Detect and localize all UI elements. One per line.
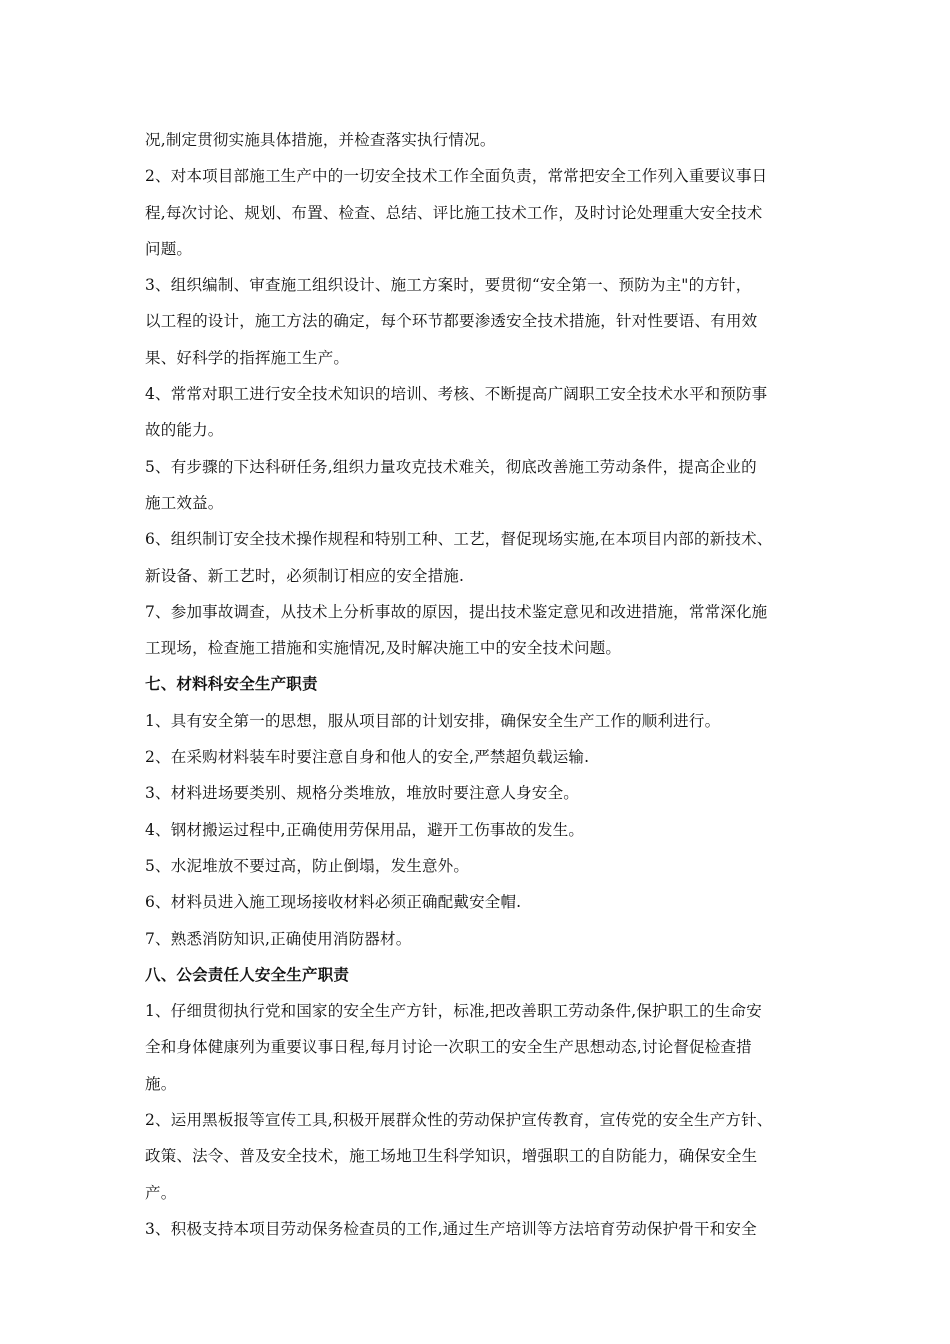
text-line: 况,制定贯彻实施具体措施，并检查落实执行情况。 bbox=[145, 131, 496, 149]
section-heading: 七、材料科安全生产职责 bbox=[145, 675, 318, 694]
text-line: 4、常常对职工进行安全技术知识的培训、考核、不断提高广阔职工安全技术水平和预防事 bbox=[145, 385, 768, 404]
section-heading: 八、公会责任人安全生产职责 bbox=[145, 965, 350, 984]
text-line: 2、对本项目部施工生产中的一切安全技术工作全面负责，常常把安全工作列入重要议事日 bbox=[145, 167, 768, 186]
text-line: 1、仔细贯彻执行党和国家的安全生产方针，标准,把改善职工劳动条件,保护职工的生命安 bbox=[145, 1002, 762, 1021]
text-line: 3、材料进场要类别、规格分类堆放，堆放时要注意人身安全。 bbox=[145, 784, 579, 803]
text-line: 以工程的设计，施工方法的确定，每个环节都要渗透安全技术措施，针对性要语、有用效 bbox=[145, 312, 758, 331]
text-line: 施。 bbox=[145, 1074, 177, 1093]
text-line: 1、具有安全第一的思想，服从项目部的计划安排，确保安全生产工作的顺利进行。 bbox=[145, 711, 721, 730]
text-line: 3、组织编制、审查施工组织设计、施工方案时，要贯彻“安全第一、预防为主"的方针， bbox=[145, 276, 752, 295]
text-line: 7、参加事故调查，从技术上分析事故的原因，提出技术鉴定意见和改进措施，常常深化施 bbox=[145, 602, 768, 621]
document-page bbox=[145, 128, 825, 1253]
text-line: 6、材料员进入施工现场接收材料必须正确配戴安全帽. bbox=[145, 893, 522, 912]
text-line: 5、水泥堆放不要过高，防止倒塌，发生意外。 bbox=[145, 856, 470, 875]
text-line: 7、熟悉消防知识,正确使用消防器材。 bbox=[145, 929, 412, 948]
text-line: 程,每次讨论、规划、布置、检查、总结、评比施工技术工作，及时讨论处理重大安全技术 bbox=[145, 203, 763, 222]
text-line: 故的能力。 bbox=[145, 421, 224, 440]
text-line: 果、好科学的指挥施工生产。 bbox=[145, 348, 350, 367]
text-line: 2、在采购材料装车时要注意自身和他人的安全,严禁超负载运输. bbox=[145, 748, 590, 767]
text-line: 5、有步骤的下达科研任务,组织力量攻克技术难关，彻底改善施工劳动条件，提高企业的 bbox=[145, 457, 757, 476]
text-line: 问题。 bbox=[145, 239, 193, 258]
text-line: 施工效益。 bbox=[145, 493, 224, 512]
text-line: 政策、法令、普及安全技术，施工场地卫生科学知识，增强职工的自防能力，确保安全生 bbox=[145, 1147, 758, 1166]
text-line: 2、运用黑板报等宣传工具,积极开展群众性的劳动保护宣传教育，宣传党的安全生产方针、 bbox=[145, 1111, 773, 1130]
text-line: 产。 bbox=[145, 1183, 177, 1202]
text-line: 3、积极支持本项目劳动保务检查员的工作,通过生产培训等方法培育劳动保护骨干和安全 bbox=[145, 1219, 757, 1238]
text-line: 4、钢材搬运过程中,正确使用劳保用品，避开工伤事故的发生。 bbox=[145, 820, 585, 839]
text-line: 新设备、新工艺时，必须制订相应的安全措施. bbox=[145, 566, 465, 585]
text-line: 全和身体健康列为重要议事日程,每月讨论一次职工的安全生产思想动态,讨论督促检查措 bbox=[145, 1038, 752, 1057]
text-line: 工现场，检查施工措施和实施情况,及时解决施工中的安全技术问题。 bbox=[145, 639, 622, 658]
text-line: 6、组织制订安全技术操作规程和特别工种、工艺，督促现场实施,在本项目内部的新技术、 bbox=[145, 530, 773, 549]
